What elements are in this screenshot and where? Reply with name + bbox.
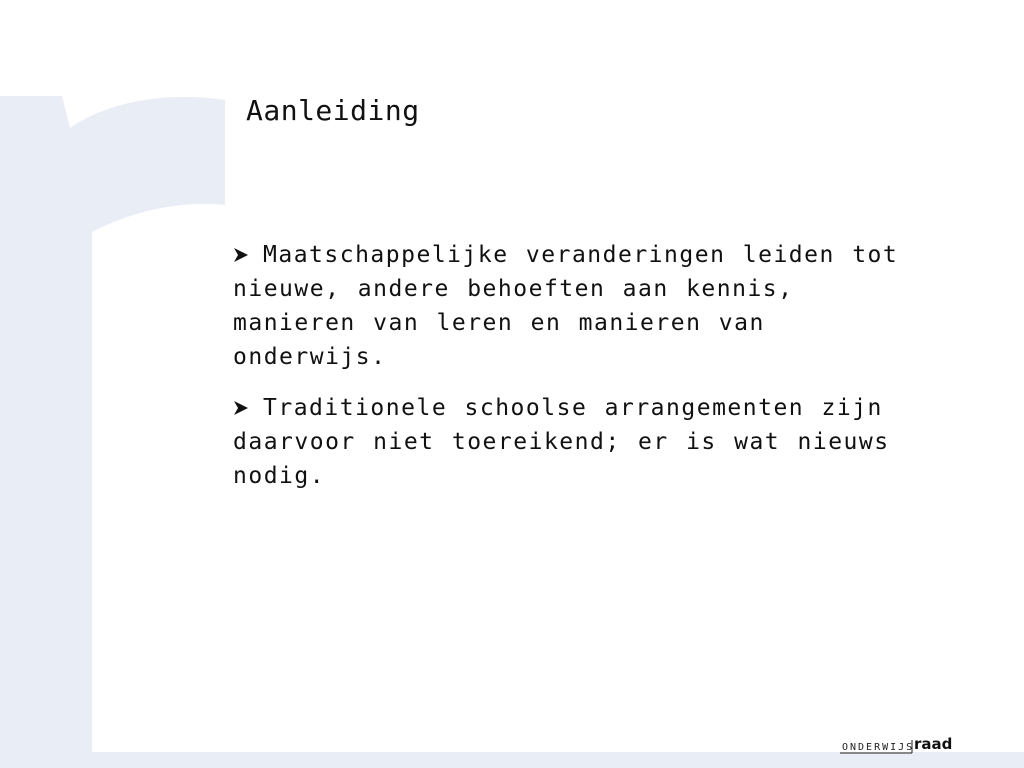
arrowhead-bullet-icon <box>233 247 249 263</box>
bullet-text: Traditionele schoolse arrangementen zijn daarvoor niet toereikend; er is wat nieuws nodig. <box>233 395 890 489</box>
logo-text-onderwijs: ONDERWIJS <box>842 742 915 753</box>
logo-text-raad: raad <box>914 735 953 753</box>
bullet-text: Maatschappelijke veranderingen leiden tot nieuwe, andere behoeften aan kennis, manieren van leren en manieren van onderwijs. <box>233 242 899 370</box>
bullet-list <box>233 238 933 510</box>
arrowhead-bullet-icon <box>233 400 249 416</box>
onderwijsraad-logo <box>840 735 953 754</box>
bullet-item <box>233 238 933 374</box>
slide-title: Aanleiding <box>246 94 420 127</box>
bullet-item <box>233 391 933 493</box>
